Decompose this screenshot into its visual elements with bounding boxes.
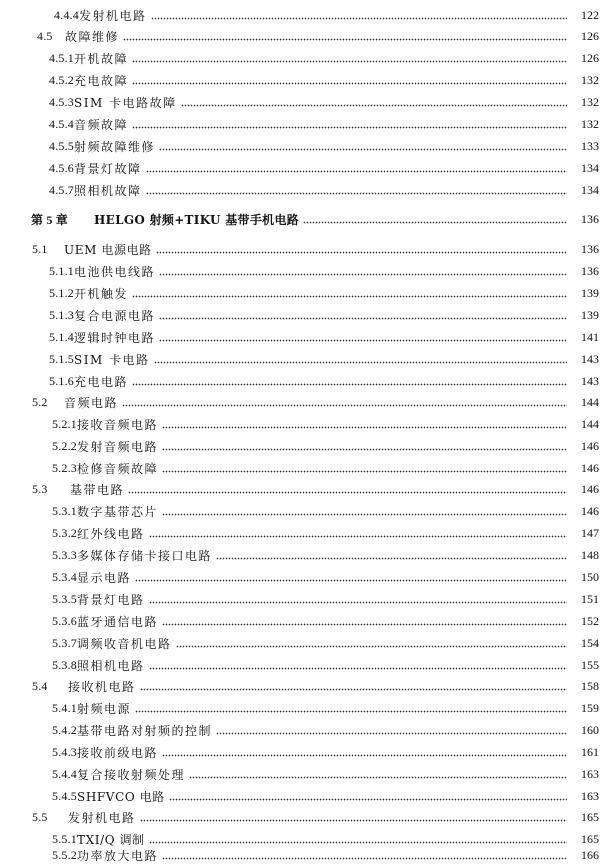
entry-number: 5.3.3 [52,547,77,562]
entry-number: 5.3.7 [52,635,77,650]
dot-leader [159,273,567,276]
entry-page: 136 [581,241,599,256]
toc-entry-4-5-6 [0,159,599,177]
entry-page: 132 [581,72,599,87]
entry-number: 5.3.4 [52,569,77,584]
toc-entry-5-3-8 [0,656,599,674]
toc-entry-4-5-5 [0,137,599,155]
entry-number: 4.5.5 [49,138,74,153]
entry-page: 136 [581,263,599,278]
toc-entry-4-5-2 [0,71,599,89]
dot-leader [149,601,567,604]
toc-entry-5-3-3 [0,546,599,564]
entry-title: 照相机故障 [74,183,142,198]
entry-title: 数字基带芯片 [77,504,159,519]
entry-number: 5.5 [32,809,48,824]
entry-page: 122 [581,7,599,22]
entry-title: 接收前级电路 [77,745,159,760]
entry-page: 144 [581,394,599,409]
toc-entry-5-1-2 [0,284,599,302]
entry-number: 5.3.8 [52,657,77,672]
dot-leader [151,17,567,20]
dot-leader [140,819,567,822]
entry-title: 音频电路 [64,395,119,410]
dot-leader [132,82,567,85]
entry-page: 143 [581,351,599,366]
entry-page: 126 [581,28,599,43]
toc-entry-5-3-4 [0,568,599,586]
chapter-number: 第 5 章 [31,212,69,227]
entry-page: 132 [581,94,599,109]
entry-page: 148 [581,547,599,562]
entry-title: 开机故障 [74,51,129,66]
dot-leader [146,170,567,173]
entry-title: SIM 卡电路故障 [74,95,177,110]
entry-title: 复合电源电路 [74,308,156,323]
dot-leader [159,317,567,320]
entry-title: 背景灯电路 [77,592,145,607]
entry-title: 射频电源 [77,701,132,716]
entry-page: 126 [581,50,599,65]
entry-title: 照相机电路 [77,658,145,673]
toc-entry-5-1-3 [0,306,599,324]
entry-title: 发射音频电路 [77,439,159,454]
entry-title: 发射机电路 [79,8,147,23]
dot-leader [159,148,567,151]
entry-title: TXI/Q 调制 [77,832,145,847]
entry-title: 射频故障维修 [74,139,156,154]
toc-entry-5-3-1 [0,502,599,520]
toc-entry-5-5 [0,808,599,826]
entry-title: 故障维修 [65,29,120,44]
entry-number: 5.4.3 [52,744,77,759]
entry-title: 蓝牙通信电路 [77,614,159,629]
dot-leader [162,623,567,626]
entry-page: 152 [581,613,599,628]
dot-leader [135,579,567,582]
toc-entry-5-1 [0,240,599,258]
entry-number: 5.4.4 [52,766,77,781]
toc-entry-4-5 [0,27,599,45]
entry-page: 146 [581,503,599,518]
toc-entry-5-1-5 [0,350,599,368]
entry-title: 接收机电路 [68,679,136,694]
dot-leader [140,688,567,691]
entry-page: 161 [581,744,599,759]
entry-number: 5.1.5 [49,351,74,366]
entry-page: 139 [581,285,599,300]
toc-entry-5-3-7 [0,634,599,652]
entry-title: 红外线电路 [77,526,145,541]
entry-title: UEM 电源电路 [64,242,152,257]
entry-number: 5.3 [32,481,48,496]
toc-entry-5-2-2 [0,437,599,455]
entry-number: 5.1.1 [49,263,74,278]
entry-number: 5.4 [32,678,48,693]
toc-entry-4-5-7 [0,181,599,199]
entry-title: 检修音频故障 [77,461,159,476]
entry-number: 4.5.4 [49,116,74,131]
dot-leader [189,776,567,779]
entry-number: 5.2.1 [52,416,77,431]
entry-page: 134 [581,182,599,197]
toc-chapter-5 [0,210,599,228]
entry-page: 141 [581,329,599,344]
toc-entry-5-1-6 [0,372,599,390]
entry-number: 5.2.3 [52,460,77,475]
entry-number: 5.1.4 [49,329,74,344]
entry-page: 132 [581,116,599,131]
entry-title: 充电故障 [74,73,129,88]
entry-page: 165 [581,809,599,824]
dot-leader [162,426,567,429]
entry-page: 155 [581,657,599,672]
entry-page: 158 [581,678,599,693]
dot-leader [162,513,567,516]
entry-title: SHFVCO 电路 [77,789,165,804]
dot-leader [216,732,567,735]
entry-number: 5.4.1 [52,700,77,715]
toc-entry-5-4-5 [0,787,599,805]
entry-number: 5.4.2 [52,722,77,737]
toc-entry-5-4 [0,677,599,695]
dot-leader [154,361,567,364]
entry-number: 4.4.4 [54,7,79,22]
dot-leader [132,126,567,129]
dot-leader [169,798,567,801]
toc-entry-5-2-1 [0,415,599,433]
entry-number: 4.5.1 [49,50,74,65]
entry-page: 146 [581,438,599,453]
dot-leader [149,841,567,844]
entry-title: 接收音频电路 [77,417,159,432]
entry-number: 5.5.1 [52,831,77,846]
entry-number: 5.2.2 [52,438,77,453]
entry-number: 5.2 [32,394,48,409]
dot-leader [123,38,567,41]
dot-leader [162,470,567,473]
dot-leader [135,710,567,713]
entry-page: 143 [581,373,599,388]
dot-leader [159,339,567,342]
entry-number: 5.5.2 [52,847,77,862]
toc-entry-5-3-6 [0,612,599,630]
entry-title: 背景灯故障 [74,161,142,176]
entry-title: SIM 卡电路 [74,352,150,367]
dot-leader [132,60,567,63]
entry-page: 160 [581,722,599,737]
entry-title: 逻辑时钟电路 [74,330,156,345]
entry-title: 多媒体存储卡接口电路 [77,548,213,563]
entry-number: 5.1.2 [49,285,74,300]
dot-leader [181,104,567,107]
entry-number: 5.1.3 [49,307,74,322]
entry-title: 充电电路 [74,374,129,389]
entry-number: 5.3.2 [52,525,77,540]
entry-page: 150 [581,569,599,584]
chapter-title: HELGO 射频+TIKU 基带手机电路 [94,212,300,227]
toc-entry-4-5-3 [0,93,599,111]
entry-title: 功率放大电路 [77,848,159,863]
entry-page: 154 [581,635,599,650]
entry-number: 4.5.3 [49,94,74,109]
entry-page: 163 [581,766,599,781]
entry-number: 4.5.2 [49,72,74,87]
dot-leader [162,448,567,451]
entry-page: 136 [581,211,599,226]
entry-page: 146 [581,460,599,475]
dot-leader [122,404,567,407]
entry-number: 4.5.6 [49,160,74,175]
toc-entry-5-3-5 [0,590,599,608]
dot-leader [149,535,567,538]
dot-leader [162,857,567,860]
entry-title: 调频收音机电路 [77,636,172,651]
entry-number: 4.5.7 [49,182,74,197]
dot-leader [132,383,567,386]
entry-number: 4.5 [37,28,53,43]
entry-page: 139 [581,307,599,322]
dot-leader [156,251,567,254]
dot-leader [128,491,567,494]
toc-entry-5-3 [0,480,599,498]
dot-leader [216,557,567,560]
toc-entry-5-4-3 [0,743,599,761]
toc-entry-5-4-4 [0,765,599,783]
entry-page: 165 [581,831,599,846]
toc-entry-5-1-1 [0,262,599,280]
entry-page: 163 [581,788,599,803]
toc-entry-5-4-2 [0,721,599,739]
entry-title: 显示电路 [77,570,132,585]
entry-number: 5.3.5 [52,591,77,606]
entry-title: 基带电路 [70,482,125,497]
entry-title: 基带电路对射频的控制 [77,723,213,738]
entry-number: 5.1 [32,241,48,256]
toc-entry-5-4-1 [0,699,599,717]
entry-number: 5.4.5 [52,788,77,803]
entry-title: 发射机电路 [68,810,136,825]
dot-leader [146,192,567,195]
toc-entry-5-5-2 [0,846,599,864]
entry-page: 147 [581,525,599,540]
entry-number: 5.3.6 [52,613,77,628]
toc-entry-5-1-4 [0,328,599,346]
toc-entry-4-5-4 [0,115,599,133]
entry-page: 133 [581,138,599,153]
entry-page: 144 [581,416,599,431]
entry-title: 复合接收射频处理 [77,767,186,782]
entry-page: 146 [581,481,599,496]
dot-leader [149,667,567,670]
entry-page: 134 [581,160,599,175]
entry-title: 音频故障 [74,117,129,132]
toc-entry-5-3-2 [0,524,599,542]
dot-leader [132,295,567,298]
toc-entry-4-5-1 [0,49,599,67]
entry-page: 151 [581,591,599,606]
entry-number: 5.3.1 [52,503,77,518]
dot-leader [303,221,567,224]
entry-number: 5.1.6 [49,373,74,388]
entry-page: 159 [581,700,599,715]
toc-entry-5-2-3 [0,459,599,477]
dot-leader [162,754,567,757]
entry-title: 开机触发 [74,286,129,301]
entry-page: 166 [581,847,599,862]
entry-title: 电池供电线路 [74,264,156,279]
dot-leader [176,645,567,648]
toc-entry-5-2 [0,393,599,411]
toc-entry-4-4-4 [0,6,599,24]
